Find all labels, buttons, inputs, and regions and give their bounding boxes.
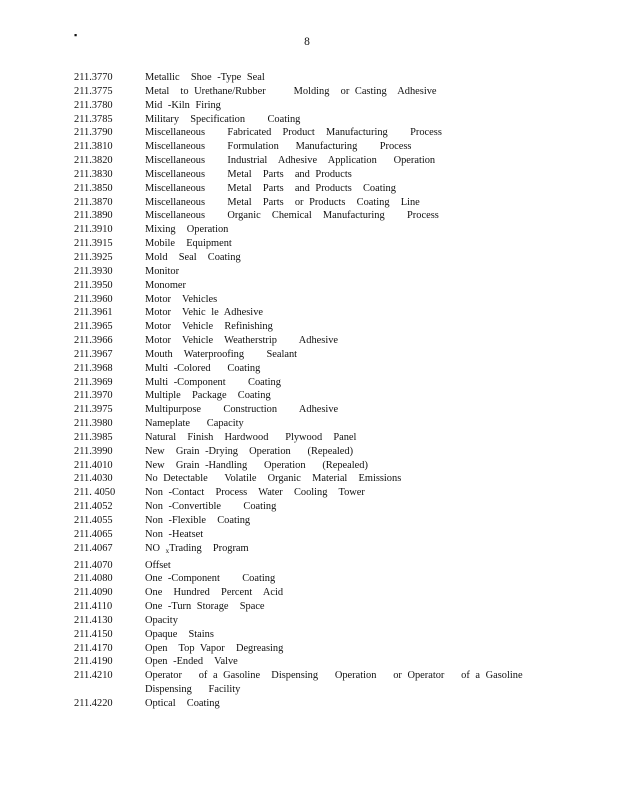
list-item (74, 293, 594, 307)
list-item (74, 655, 594, 669)
list-item (74, 600, 594, 614)
list-item (74, 403, 594, 417)
section-code: 211.3790 (74, 127, 113, 139)
section-code: 211. 4050 (74, 487, 116, 499)
section-code: 211.3890 (74, 210, 113, 222)
list-item (74, 113, 594, 127)
list-item (74, 389, 594, 403)
list-item (74, 168, 594, 182)
defined-term: Multi -Colored Coating (145, 362, 261, 374)
section-code: 211.3785 (74, 113, 113, 125)
section-code: 211.3969 (74, 376, 113, 388)
defined-term: Military Specification Coating (145, 113, 301, 125)
defined-term: Mixing Operation (145, 224, 229, 236)
list-item (74, 99, 594, 113)
defined-term-nox (145, 542, 249, 559)
section-code: 211.4110 (74, 601, 113, 613)
term-suffix: Trading Program (169, 542, 249, 554)
defined-term: Monitor (145, 265, 180, 277)
defined-term: Mold Seal Coating (145, 251, 241, 263)
page-corner-mark: ▪ (74, 30, 78, 40)
defined-term: Motor Vehicles (145, 293, 218, 305)
section-code: 211.3810 (74, 141, 113, 153)
list-item (74, 334, 594, 348)
section-code: 211.3990 (74, 445, 113, 457)
section-code: 211.3950 (74, 279, 113, 291)
page-number: 8 (304, 36, 310, 48)
defined-term: Motor Vehic le Adhesive (145, 307, 264, 319)
defined-term: Mobile Equipment (145, 238, 232, 250)
term-prefix: NO (145, 542, 166, 554)
section-code: 211.4010 (74, 459, 113, 471)
list-item (74, 196, 594, 210)
list-item (74, 559, 594, 573)
defined-term: Non -Flexible Coating (145, 515, 251, 526)
defined-term: Miscellaneous Metal Parts and Products (145, 168, 352, 180)
list-item (74, 140, 594, 154)
section-code: 211.4065 (74, 528, 113, 540)
list-item (74, 528, 594, 542)
defined-term: Non -Heatset (145, 528, 204, 540)
list-item (74, 126, 594, 140)
section-code: 211.3966 (74, 335, 113, 347)
defined-term: Non -Convertible Coating (145, 501, 277, 513)
list-item (74, 71, 594, 85)
section-code: 211.3820 (74, 155, 113, 167)
defined-term: Operator of a Gasoline Dispensing Operation or Operator of a Gasoline (145, 670, 523, 682)
defined-term: Miscellaneous Fabricated Product Manufacturing Process (145, 127, 442, 139)
section-code: 211.3850 (74, 182, 113, 194)
section-code: 211.3770 (74, 72, 113, 83)
defined-term: Non -Contact Process Water Cooling Tower (145, 487, 365, 499)
defined-term: Miscellaneous Metal Parts or Products Coating Line (145, 196, 420, 208)
defined-term: Opaque Stains (145, 628, 214, 640)
section-code: 211.4030 (74, 473, 113, 485)
list-item (74, 431, 594, 445)
definitions-list (74, 71, 594, 711)
section-code: 211.4150 (74, 628, 113, 640)
section-code: 211.4070 (74, 559, 113, 571)
defined-term: New Grain -Handling Operation (Repealed) (145, 459, 368, 471)
defined-term: Offset (145, 559, 171, 571)
list-item-continuation (74, 683, 594, 697)
defined-term: Mid -Kiln Firing (145, 99, 221, 111)
section-code: 211.3961 (74, 307, 113, 319)
section-code: 211.4220 (74, 697, 113, 709)
section-code: 211.4170 (74, 642, 113, 654)
defined-term: No Detectable Volatile Organic Material Emissions (145, 473, 402, 485)
defined-term: Optical Coating (145, 697, 220, 709)
defined-term: Motor Vehicle Refinishing (145, 321, 273, 333)
defined-term: Monomer (145, 279, 186, 291)
list-item (74, 614, 594, 628)
section-code: 211.4052 (74, 501, 113, 513)
list-item (74, 542, 594, 559)
page-number-container (0, 36, 618, 48)
defined-term: New Grain -Drying Operation (Repealed) (145, 445, 354, 457)
defined-term: Miscellaneous Industrial Adhesive Application Operation (145, 155, 436, 167)
section-code: 211.4130 (74, 614, 113, 626)
list-item (74, 514, 594, 528)
list-item (74, 500, 594, 514)
list-item (74, 459, 594, 473)
defined-term: Metal to Urethane/Rubber Molding or Casting Adhesive (145, 85, 437, 97)
list-item (74, 85, 594, 99)
section-code: 211.3980 (74, 418, 113, 430)
defined-term: Miscellaneous Metal Parts and Products Coating (145, 182, 396, 194)
list-item (74, 445, 594, 459)
section-code: 211.4067 (74, 542, 113, 554)
list-item (74, 209, 594, 223)
defined-term: One Hundred Percent Acid (145, 587, 284, 599)
list-item (74, 362, 594, 376)
defined-term: Motor Vehicle Weatherstrip Adhesive (145, 335, 339, 347)
list-item (74, 417, 594, 431)
section-code: 211.4090 (74, 587, 113, 599)
section-code: 211.3930 (74, 265, 113, 277)
defined-term: One -Turn Storage Space (145, 601, 265, 613)
list-item (74, 265, 594, 279)
section-code: 211.3968 (74, 362, 113, 374)
list-item (74, 320, 594, 334)
section-code: 211.3965 (74, 321, 113, 333)
list-item (74, 251, 594, 265)
term-subscript: x (165, 546, 170, 555)
section-code: 211.3960 (74, 293, 113, 305)
list-item (74, 697, 594, 711)
list-item (74, 669, 594, 683)
section-code: 211.3967 (74, 348, 113, 360)
defined-term: Multiple Package Coating (145, 390, 271, 402)
list-item (74, 223, 594, 237)
defined-term: Multipurpose Construction Adhesive (145, 404, 339, 416)
section-code: 211.4190 (74, 656, 113, 668)
defined-term: Opacity (145, 614, 178, 626)
section-code: 211.3925 (74, 251, 113, 263)
defined-term: Multi -Component Coating (145, 376, 281, 388)
section-code: 211.4080 (74, 573, 113, 585)
list-item (74, 376, 594, 390)
section-code: 211.3830 (74, 168, 113, 180)
list-item (74, 348, 594, 362)
section-code: 211.4055 (74, 515, 113, 526)
defined-term: Open Top Vapor Degreasing (145, 642, 284, 654)
section-code: 211.3970 (74, 390, 113, 402)
section-code: 211.4210 (74, 670, 113, 682)
list-item (74, 572, 594, 586)
defined-term: Miscellaneous Formulation Manufacturing Process (145, 141, 412, 153)
section-code: 211.3985 (74, 431, 113, 443)
list-item (74, 628, 594, 642)
defined-term: Open -Ended Valve (145, 656, 238, 668)
defined-term: Miscellaneous Organic Chemical Manufacturing Process (145, 210, 439, 222)
section-code: 211.3915 (74, 238, 113, 250)
list-item (74, 642, 594, 656)
list-item (74, 472, 594, 486)
list-item (74, 154, 594, 168)
list-item (74, 237, 594, 251)
section-code: 211.3775 (74, 85, 113, 97)
list-item (74, 306, 594, 320)
section-code: 211.3975 (74, 404, 113, 416)
defined-term: One -Component Coating (145, 573, 276, 585)
list-item (74, 182, 594, 196)
defined-term: Nameplate Capacity (145, 418, 244, 430)
list-item (74, 279, 594, 293)
section-code: 211.3870 (74, 196, 113, 208)
section-code: 211.3780 (74, 99, 113, 111)
defined-term: Metallic Shoe -Type Seal (145, 72, 265, 83)
list-item (74, 586, 594, 600)
defined-term: Natural Finish Hardwood Plywood Panel (145, 431, 357, 443)
defined-term-continuation: Dispensing Facility (145, 684, 241, 696)
list-item (74, 486, 594, 500)
section-code: 211.3910 (74, 224, 113, 236)
defined-term: Mouth Waterproofing Sealant (145, 348, 298, 360)
